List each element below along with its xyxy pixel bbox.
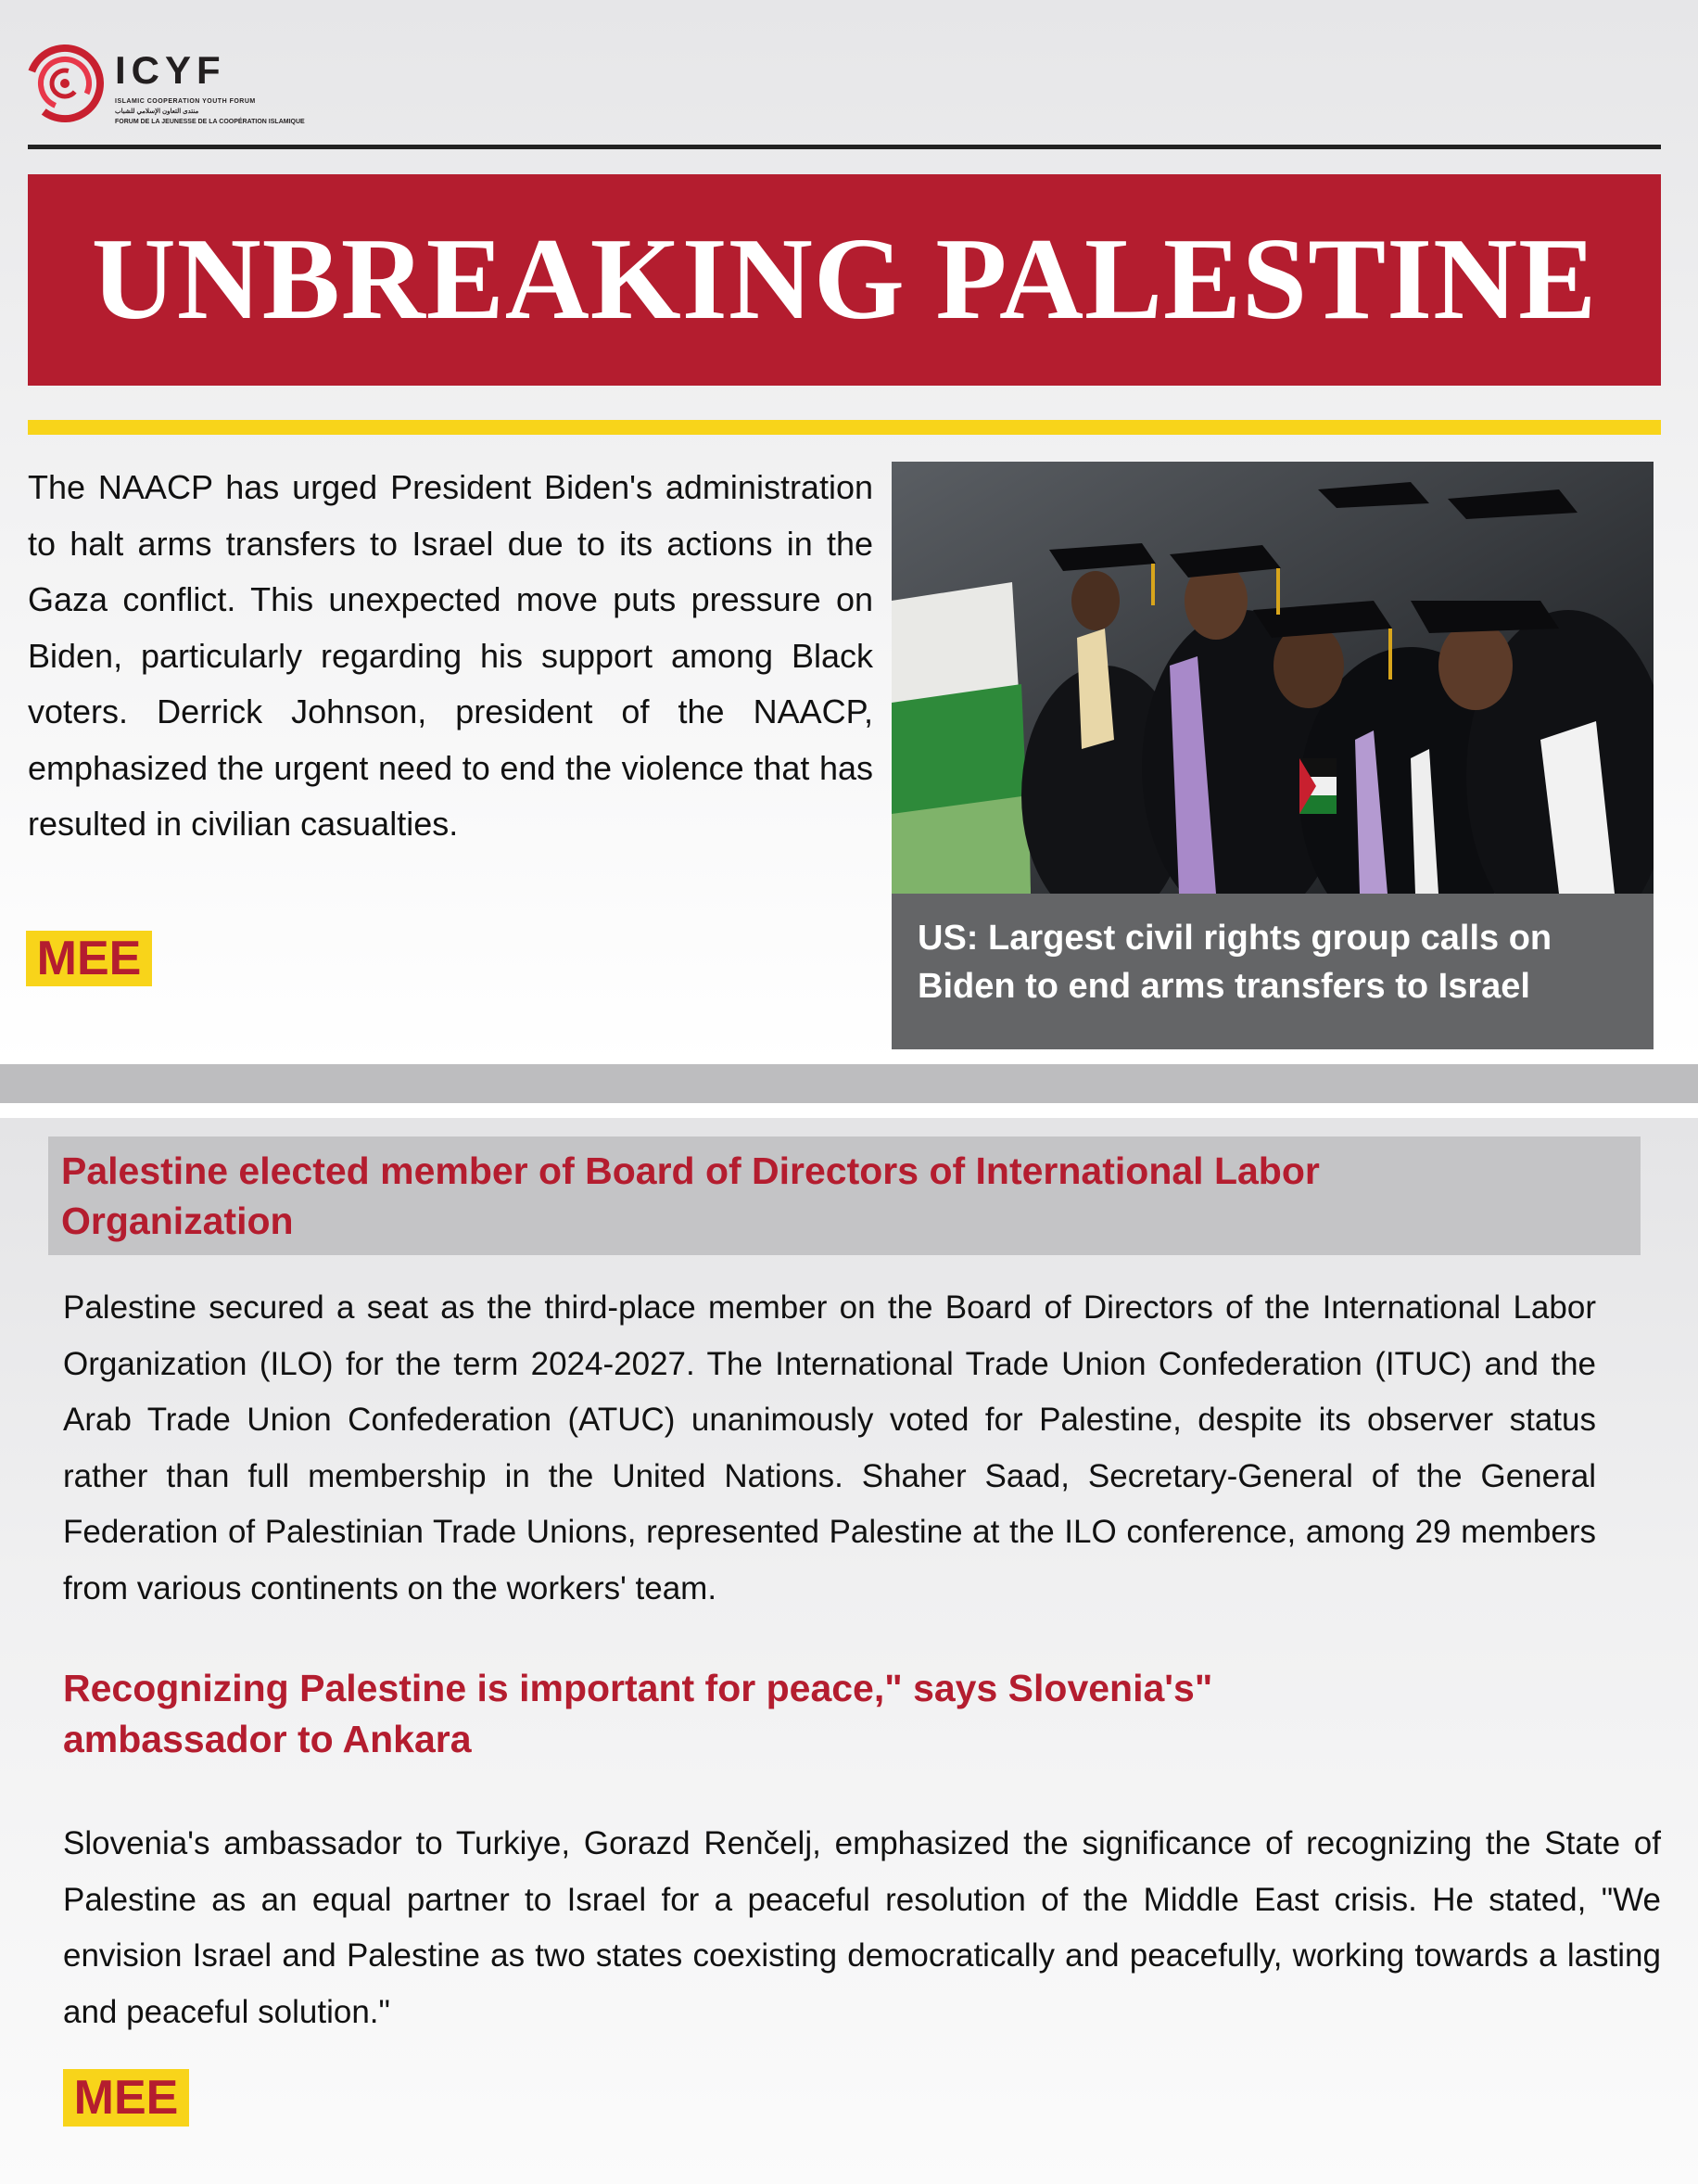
brand-name: ICYF — [115, 48, 226, 92]
section-divider — [0, 1064, 1698, 1103]
brand-subtitle-ar: منتدى التعاون الإسلامي للشباب — [115, 108, 199, 115]
icyf-emblem-icon — [24, 41, 113, 130]
story1-text: The NAACP has urged President Biden's administration to halt arms transfers to Israel due to its actions in the Gaza conflict. This unexpected move puts pressure on Biden, particularly regarding his support among Black voters. Derrick Johnson, president of the NAACP, emphasized the urgent need to end the violence that has resulted in civilian casualties. — [28, 468, 873, 843]
source-tag: MEE — [26, 931, 152, 986]
story3-heading: Recognizing Palestine is important for peace," says Slovenia's" ambassador to Ankara — [63, 1667, 1213, 1760]
story2-heading: Palestine elected member of Board of Directors of International Labor Organization — [61, 1149, 1320, 1242]
story2-heading-box — [48, 1136, 1641, 1255]
graduation-photo — [892, 462, 1654, 894]
page-title: UNBREAKING PALESTINE — [91, 215, 1598, 344]
caption-text: US: Largest civil rights group calls on Biden to end arms transfers to Israel — [918, 919, 1552, 1006]
brand-subtitle-en: ISLAMIC COOPERATION YOUTH FORUM — [115, 98, 256, 105]
icyf-logo — [24, 41, 305, 133]
photo-caption — [892, 894, 1654, 1049]
brand-subtitle-fr: FORUM DE LA JEUNESSE DE LA COOPÉRATION ISLAMIQUE — [115, 119, 305, 125]
story3-text: Slovenia's ambassador to Turkiye, Gorazd Renčelj, emphasized the significance of recognizing the State of Palestine as an equal partner to Israel for a peaceful resolution of the Middle East crisis. He stated, "We envision Israel and Palestine as two states coexisting democratically and peacefully, working towards a lasting and peaceful solution." — [63, 1825, 1661, 2030]
story2-text: Palestine secured a seat as the third-place member on the Board of Directors of the International Labor Organization (ILO) for the term 2024-2027. The International Trade Union Confederation (ITUC) and the Arab Trade Union Confederation (ATUC) unanimously voted for Palestine, despite its observer status rather than full membership in the United Nations. Shaher Saad, Secretary-General of the General Federation of Palestinian Trade Unions, represented Palestine at the ILO conference, among 29 members from various continents on the workers' team. — [63, 1289, 1596, 1606]
source-tag: MEE — [63, 2069, 189, 2127]
header-divider — [28, 145, 1661, 149]
graduates-image — [892, 462, 1654, 894]
title-banner — [28, 174, 1661, 386]
yellow-divider — [28, 420, 1661, 435]
